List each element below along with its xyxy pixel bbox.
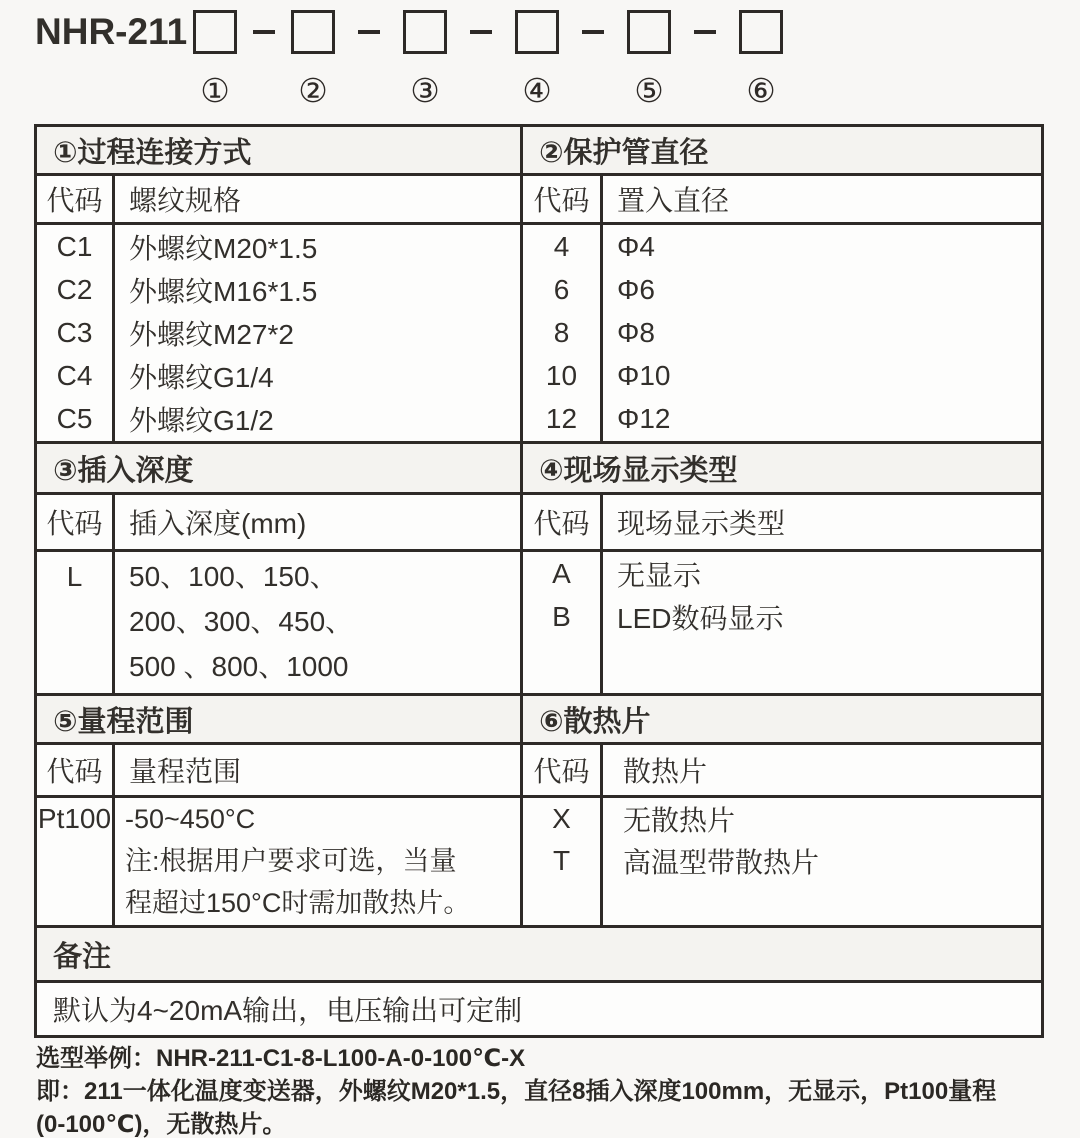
model-box-4 xyxy=(515,10,559,54)
section-subheader xyxy=(37,176,520,225)
desc-line: 50、100、150、 xyxy=(129,561,338,592)
section-heat-sink xyxy=(520,693,1044,928)
section-insertion-depth xyxy=(34,441,520,696)
desc-column xyxy=(603,225,1041,441)
explanation-line-2: (0-100℃)，无散热片。 xyxy=(36,1111,287,1138)
desc-value: 外螺纹G1/2 xyxy=(129,405,274,437)
desc-value: 外螺纹M27*2 xyxy=(129,319,294,350)
dash-icon xyxy=(582,30,604,34)
code-value: C3 xyxy=(56,317,93,348)
section-body xyxy=(37,225,520,441)
desc-column-header: 螺纹规格 xyxy=(129,185,242,216)
desc-value: 外螺纹G1/4 xyxy=(129,362,274,394)
desc-value: Φ8 xyxy=(617,317,655,348)
remark-title: 备注 xyxy=(37,928,1041,983)
desc-column xyxy=(115,552,520,693)
section-title: ②保护管直径 xyxy=(523,127,1041,176)
dash-icon xyxy=(694,30,716,34)
code-column xyxy=(37,225,115,441)
code-value: B xyxy=(552,600,571,632)
model-slot-6 xyxy=(739,10,783,54)
desc-column xyxy=(603,552,1041,693)
section-remark xyxy=(34,925,1044,1038)
desc-multiline xyxy=(115,552,520,689)
code-column-header: 代码 xyxy=(523,176,603,222)
desc-column-header: 现场显示类型 xyxy=(617,508,786,539)
desc-line: -50~450°C xyxy=(125,804,256,834)
code-column-header: 代码 xyxy=(37,745,115,795)
dash-separator xyxy=(447,30,515,34)
dash-icon xyxy=(253,30,275,34)
dash-separator xyxy=(671,30,739,34)
model-prefix: NHR-211 xyxy=(35,11,188,52)
desc-column xyxy=(115,225,520,441)
desc-value: Φ6 xyxy=(617,273,655,305)
code-column-header: 代码 xyxy=(523,745,603,795)
band-sections-1-2 xyxy=(34,124,1044,444)
section-body xyxy=(37,798,520,925)
model-box-6 xyxy=(739,10,783,54)
code-value: T xyxy=(552,845,571,876)
code-column xyxy=(523,552,603,693)
desc-line: 200、300、450、 xyxy=(129,606,354,637)
desc-value: Φ10 xyxy=(617,360,671,392)
code-value: C2 xyxy=(56,273,93,305)
model-number-row xyxy=(35,8,783,56)
example-line: 选型举例：NHR-211-C1-8-L100-A-0-100℃-X xyxy=(36,1045,526,1072)
position-number-5: ⑤ xyxy=(634,72,664,109)
desc-column-header: 插入深度(mm) xyxy=(129,508,307,539)
section-process-connection xyxy=(34,124,520,444)
selection-example xyxy=(36,1042,1056,1138)
model-slot-3 xyxy=(403,10,515,54)
desc-column xyxy=(603,798,1041,925)
section-title: ③插入深度 xyxy=(37,444,520,495)
model-slot-1 xyxy=(193,10,291,54)
position-number-3: ③ xyxy=(410,72,440,109)
position-number-6: ⑥ xyxy=(746,72,776,109)
section-subheader xyxy=(37,495,520,552)
section-title: ⑥散热片 xyxy=(523,696,1041,745)
explanation-line-1: 即：211一体化温度变送器，外螺纹M20*1.5，直径8插入深度100mm，无显示，Pt100量程 xyxy=(36,1078,997,1105)
dash-icon xyxy=(470,30,492,34)
section-body xyxy=(523,552,1041,693)
circle-row-spacer xyxy=(35,74,193,108)
desc-multiline xyxy=(115,798,520,924)
model-box-5 xyxy=(627,10,671,54)
dash-icon xyxy=(358,30,380,34)
desc-line: 程超过150°C时需加散热片。 xyxy=(125,888,471,918)
band-sections-5-6 xyxy=(34,693,1044,928)
code-column xyxy=(523,225,603,441)
desc-column-header: 置入直径 xyxy=(617,185,730,216)
desc-value: 外螺纹M20*1.5 xyxy=(129,232,318,264)
desc-line: 500 、800、1000 xyxy=(129,651,349,682)
desc-column xyxy=(115,798,520,925)
desc-column-header: 量程范围 xyxy=(129,756,242,787)
section-body xyxy=(523,225,1041,441)
code-column-header: 代码 xyxy=(37,495,115,549)
code-column-header: 代码 xyxy=(523,495,603,549)
code-value: 12 xyxy=(545,403,578,435)
desc-column-header: 散热片 xyxy=(623,756,708,787)
code-value: 4 xyxy=(553,230,570,262)
section-title: ⑤量程范围 xyxy=(37,696,520,745)
code-value: X xyxy=(552,803,571,834)
code-value: C1 xyxy=(56,230,93,262)
section-display-type xyxy=(520,441,1044,696)
model-slot-4 xyxy=(515,10,627,54)
section-body xyxy=(523,798,1041,925)
desc-value: LED数码显示 xyxy=(617,602,784,634)
section-title: ④现场显示类型 xyxy=(523,444,1041,495)
code-value: 8 xyxy=(553,317,570,348)
section-protection-tube-diameter xyxy=(520,124,1044,444)
model-slot-2 xyxy=(291,10,403,54)
code-column xyxy=(523,798,603,925)
code-column xyxy=(37,798,115,925)
band-sections-3-4 xyxy=(34,441,1044,696)
code-value: A xyxy=(552,557,571,589)
desc-value: Φ12 xyxy=(617,403,671,435)
code-value: 10 xyxy=(545,360,578,392)
position-number-4: ④ xyxy=(522,72,552,109)
remark-content: 默认为4~20mA输出，电压输出可定制 xyxy=(53,995,523,1026)
position-number-2: ② xyxy=(298,72,328,109)
desc-line: 注:根据用户要求可选，当量 xyxy=(125,846,457,876)
desc-value: Φ4 xyxy=(617,230,655,262)
code-value: C5 xyxy=(56,403,93,435)
section-subheader xyxy=(523,495,1041,552)
code-value: C4 xyxy=(56,360,93,392)
dash-separator xyxy=(335,30,403,34)
section-subheader xyxy=(37,745,520,798)
selection-table xyxy=(34,124,1044,1038)
desc-value: 无散热片 xyxy=(623,805,736,836)
desc-value: 高温型带散热片 xyxy=(623,847,820,878)
section-body xyxy=(37,552,520,693)
dash-separator xyxy=(559,30,627,34)
desc-value: 外螺纹M16*1.5 xyxy=(129,275,318,307)
code-column-header: 代码 xyxy=(37,176,115,222)
desc-value: 无显示 xyxy=(617,559,702,591)
code-column xyxy=(37,552,115,693)
model-box-3 xyxy=(403,10,447,54)
model-number-diagram xyxy=(35,8,783,108)
code-value: L xyxy=(66,561,83,592)
dash-separator xyxy=(237,30,291,34)
section-subheader xyxy=(523,176,1041,225)
section-title: ①过程连接方式 xyxy=(37,127,520,176)
code-value: Pt100 xyxy=(37,803,112,834)
model-box-2 xyxy=(291,10,335,54)
model-slot-5 xyxy=(627,10,739,54)
section-subheader xyxy=(523,745,1041,798)
band-remark xyxy=(34,925,1044,1038)
section-measurement-range xyxy=(34,693,520,928)
position-number-1: ① xyxy=(200,72,230,109)
code-value: 6 xyxy=(553,273,570,305)
model-box-1 xyxy=(193,10,237,54)
position-numbers-row xyxy=(35,74,783,108)
